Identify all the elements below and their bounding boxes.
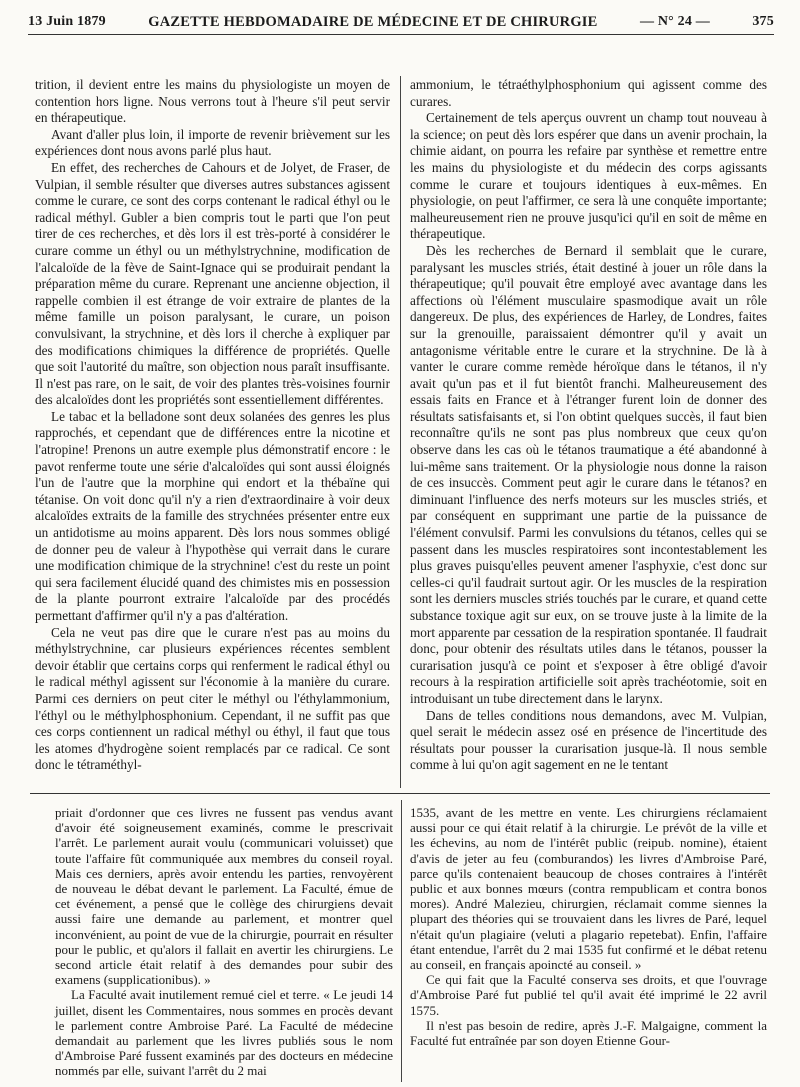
issue-date: 13 Juin 1879	[28, 14, 106, 29]
article-column-right	[410, 77, 767, 774]
paragraph: Ce qui fait que la Faculté conserva ses droits, et que l'ouvrage d'Ambroise Paré fut publié tel qu'il avait été imprimé le 22 avril 1575.	[410, 972, 767, 1018]
feuilleton-column-left	[55, 805, 393, 1079]
paragraph: 1535, avant de les mettre en vente. Les chirurgiens réclamaient aussi pour ce qui était relatif à la chirurgie. Le prévôt de la ville et les échevins, au nom de l'intérêt public (reipub. nomine), étaient d'avis de jeter au feu (comburandos) les livres d'Ambroise Paré, parce qu'ils contenaient beaucoup de choses contraires à l'intérêt public et aux bonnes mœurs (contra rempublicam et contra bonos mores). André Malezieu, chirurgien, réclamait comme siennes la plupart des théories qui se trouvaient dans les livres de Paré, lequel n'était qu'un plagiaire (veluti a plagario repetebat). Enfin, l'affaire étant entendue, l'arrêt du 2 mai 1535 fut confirmé et le débat retenu au conseil, en français apoincté au conseil. »	[410, 805, 767, 973]
paragraph: Il n'est pas besoin de redire, après J.-F. Malgaigne, comment la Faculté fut entraînée par son doyen Etienne Gour-	[410, 1017, 767, 1049]
page-number: 375	[752, 14, 774, 29]
paragraph: priait d'ordonner que ces livres ne fussent pas vendus avant d'avoir été soigneusement examinés, comme le prescrivait l'arrêt. Le parlement aurait voulu (communicari voluisset) que toute l'affaire fût communiquée aux membres du conseil royal. Mais ces derniers, après avoir entendu les parties, renvoyèrent de nouveau le débat devant le parlement. La Faculté, émue de cet événement, a pensé que le collège des chirurgiens devait aussi faire une demande au parlement, et montrer quel inconvénient, au point de vue de la chirurgie, pourrait en résulter pour le public, et qu'alors il fallait en avertir les chirurgiens. Le second article était relatif à des demandes pour subir des examens (supplicationibus). »	[55, 805, 393, 988]
article-column-left	[35, 77, 390, 774]
running-header	[28, 10, 774, 35]
paragraph: Certainement de tels aperçus ouvrent un champ tout nouveau à la science; on peut dès lors espérer que dans un avenir prochain, la chimie aidant, on pourra les refaire par synthèse et remettre entre les mains du physiologiste et du médecin des corps agissants comme le curare et toujours identiques à eux-mêmes. En physiologie, on peut l'affirmer, ce sera là une conquête importante; malheureusement rien ne prouve jusqu'ici qu'il en soit de même en thérapeutique.	[410, 110, 767, 242]
feuilleton-column-right	[410, 805, 767, 1048]
section-divider	[30, 793, 770, 794]
paragraph: En effet, des recherches de Cahours et de Jolyet, de Fraser, de Vulpian, il semble résulter que diverses autres substances agissent comme le curare, ce sont des corps contenant le radical éthyl ou le radical méthyl. Gubler a bien compris tout le parti que l'on peut tirer de ces recherches, et dès lors il est très-porté à considérer le curare comme un éthyl ou un méthylstrychnine, modification de l'alcaloïde de la fève de Saint-Ignace qui se produirait pendant la préparation même du curare. Reprenant une ancienne objection, il rappelle combien il est étrange de voir extraire de plantes de la même famille un poison paralysant, le curare, un poison convulsivant, la strychnine, et dès lors il cherche à expliquer par des modifications chimiques la différence de propriétés. Quelle que soit l'autorité du maître, son objection nous paraît insuffisante. Il n'est pas rare, on le sait, de voir des plantes très-voisines fournir des alcaloïdes dont les propriétés sont essentiellement différentes.	[35, 159, 390, 408]
paragraph: ammonium, le tétraéthylphosphonium qui agissent comme des curares.	[410, 77, 767, 109]
paragraph: Avant d'aller plus loin, il importe de revenir brièvement sur les expériences dont nous avons parlé plus haut.	[35, 126, 390, 159]
paragraph: Cela ne veut pas dire que le curare n'est pas au moins du méthylstrychnine, car plusieurs expériences récentes semblent devoir établir que certains corps qui renferment le radical éthyl ou le radical méthyl agissent sur l'économie à la manière du curare. Parmi ces derniers on peut citer le méthyl ou l'éthylammonium, l'éthyl ou le méthylphosphonium. Cependant, il ne suffit pas que ces corps contiennent un radical méthyl ou éthyl, il faut que tous les atomes d'hydrogène soient remplacés par ce radical. Ce sont donc le tétraméthyl-	[35, 624, 390, 773]
column-divider	[401, 800, 402, 1082]
journal-title: GAZETTE HEBDOMADAIRE DE MÉDECINE ET DE CHIRURGIE	[148, 13, 598, 30]
paragraph: Dès les recherches de Bernard il semblait que le curare, paralysant les muscles striés, était destiné à jouer un rôle dans la thérapeutique; qu'il pouvait être employé avec avantage dans les affections où l'élément musculaire spasmodique avait un rôle dangereux. De plus, des expériences de Harley, de Londres, faites sur la grenouille, paraissaient démontrer qu'il y avait un antagonisme véritable entre le curare et la strychnine. De là à vanter le curare comme remède héroïque dans le tétanos, il n'y avait qu'un pas et il fut bientôt franchi. Malheureusement des essais faits en France et à l'étranger furent loin de donner des résultats satisfaisants et, si l'on obtint quelques succès, il faut bien reconnaître qu'ils ne sont pas plus nombreux que ceux qu'on observe dans les cas où le tétanos traumatique a été abandonné à lui-même sans traitement. Or la physiologie nous donne la raison de ces insuccès. Comment peut agir le curare dans le tétanos? en diminuant l'influence des nerfs moteurs sur les muscles striés, et par conséquent en supprimant une partie de la puissance de l'élément convulsif. Parmi les convulsions du tétanos, celles qui se passent dans les muscles respiratoires sont incontestablement les plus graves puisqu'elles peuvent amener l'asphyxie, c'est donc sur celles-ci qu'il faudrait surtout agir. Or les muscles de la respiration sont les derniers muscles striés touchés par le curare, et quand cette substance toxique agit sur eux, on se trouve juste à la limite de la mort apparente par cessation de la respiration spontanée. Il faudrait donc, pour obtenir des résultats utiles dans le tétanos, pousser la curarisation jusqu'à ce point et s'exposer à être obligé d'avoir recours à la respiration artificielle soit après trachéotomie, soit en introduisant un tube directement dans le larynx.	[410, 242, 767, 706]
column-divider	[400, 76, 401, 788]
paragraph: trition, il devient entre les mains du physiologiste un moyen de contention hors ligne. Nous verrons tout à l'heure s'il peut servir en thérapeutique.	[35, 77, 390, 126]
issue-number: — N° 24 —	[639, 14, 710, 29]
paragraph: Le tabac et la belladone sont deux solanées des genres les plus rapprochés, et cependant que de différences entre la nicotine et l'atropine! Prenons un autre exemple plus démonstratif encore : le pavot renferme toute une série d'alcaloïdes qui sont aussi éloignés l'un de l'autre que la morphine qui endort et la thébaïne qui tétanise. On voit donc qu'il n'y a rien d'extraordinaire à voir deux alcaloïdes extraits de la famille des strychnées présenter entre eux un antidotisme au moins apparent. Dès lors nous sommes obligé de donner peu de valeur à l'hypothèse qui verrait dans le curare une modification chimique de la strychnine! c'est du reste un point qui sera facilement élucidé quand des chimistes mis en possession de la plante pourront extraire l'alcaloïde par des procédés permettant d'affirmer qu'il n'y a pas d'altération.	[35, 408, 390, 623]
paragraph: Dans de telles conditions nous demandons, avec M. Vulpian, quel serait le médecin assez osé en présence de l'incertitude des résultats pour pousser la curarisation jusque-là. Il nous semble comme à lui qu'on agit sagement en ne le tentant	[410, 707, 767, 773]
paragraph: La Faculté avait inutilement remué ciel et terre. « Le jeudi 14 juillet, disent les Commentaires, nous sommes en procès devant le parlement contre Ambroise Paré. La Faculté de médecine demandait au parlement que les livres publiés sous le nom d'Ambroise Paré fussent examinés par des docteurs en médecine nommés par elle, suivant l'arrêt du 2 mai	[55, 987, 393, 1079]
